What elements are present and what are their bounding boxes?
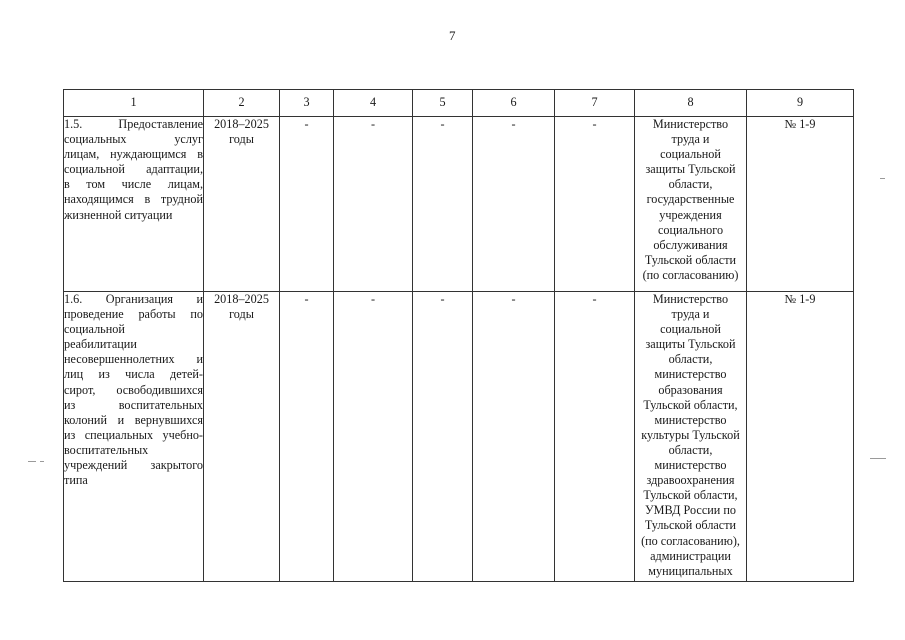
activity-line: социальной [64, 322, 125, 337]
executor-line: труда и [671, 132, 710, 147]
activity-line: воспитательных [64, 442, 149, 457]
executor-line: области, [668, 177, 713, 192]
col-header-6: 6 [473, 90, 555, 117]
executor-line: министерство [654, 458, 727, 473]
activity-line: лицам, нуждающимся в [64, 147, 203, 162]
executor-line: (по согласованию), [641, 533, 740, 548]
indicator-cell: № 1-9 [747, 117, 854, 292]
activity-line: несовершеннолетних и [64, 352, 203, 367]
activity-cell [64, 292, 204, 582]
value-cell-6: - [473, 117, 555, 292]
executor-line: защиты Тульской [645, 162, 736, 177]
col-header-9: 9 [747, 90, 854, 117]
value-cell-4: - [334, 292, 413, 582]
activity-cell [64, 117, 204, 292]
table-row [64, 117, 854, 292]
col-header-7: 7 [555, 90, 635, 117]
activity-line: колоний и вернувшихся [64, 412, 203, 427]
plan-table [63, 89, 854, 582]
activity-line: социальной адаптации, [64, 162, 203, 177]
activity-line: 1.6. Организация и [64, 292, 203, 306]
value-cell-5: - [413, 117, 473, 292]
col-header-1: 1 [64, 90, 204, 117]
executors-cell [635, 117, 747, 292]
executor-line: Тульской области, [643, 488, 738, 503]
executor-line: социальной [660, 322, 721, 337]
executor-line: здравоохранения [646, 473, 735, 488]
executor-line: социального [657, 222, 724, 237]
executors-cell [635, 292, 747, 582]
period-cell: 2018–2025 годы [204, 292, 280, 582]
value-cell-7: - [555, 117, 635, 292]
activity-line: из специальных учебно- [64, 427, 203, 442]
activity-line: учреждений закрытого [64, 458, 203, 473]
activity-line: проведение работы по [64, 307, 203, 322]
executor-line: администрации [650, 548, 731, 563]
executor-line: Тульской области, [643, 397, 738, 412]
page-number: 7 [449, 28, 456, 43]
value-cell-3: - [280, 117, 334, 292]
scan-artifact [40, 461, 44, 462]
col-header-5: 5 [413, 90, 473, 117]
executor-line: области, [668, 442, 713, 457]
scan-artifact [28, 461, 36, 462]
value-cell-5: - [413, 292, 473, 582]
executor-line: Министерство [652, 292, 729, 306]
executor-line: Тульской области [644, 518, 737, 533]
executor-line: обслуживания [653, 237, 728, 252]
activity-line: 1.5. Предоставление социальных услуг [64, 117, 203, 147]
activity-line: в том числе лицам, [64, 177, 203, 192]
activity-line: реабилитации [64, 337, 137, 352]
period-cell: 2018–2025 годы [204, 117, 280, 292]
header-row [64, 90, 854, 117]
col-header-4: 4 [334, 90, 413, 117]
activity-line: из воспитательных [64, 397, 203, 412]
executor-line: государственные [646, 192, 735, 207]
executor-line: культуры Тульской [641, 427, 740, 442]
activity-line: сирот, освободившихся [64, 382, 203, 397]
table-row [64, 292, 854, 582]
activity-line: находящимся в трудной [64, 192, 203, 207]
scan-artifact [880, 178, 885, 179]
col-header-8: 8 [635, 90, 747, 117]
executor-line: Тульской области [644, 252, 737, 267]
activity-line: типа [64, 473, 88, 488]
executor-line: труда и [671, 307, 710, 322]
executor-line: УМВД России по [645, 503, 736, 518]
executor-line: министерство [654, 367, 727, 382]
value-cell-3: - [280, 292, 334, 582]
executor-line: образования [658, 382, 723, 397]
col-header-3: 3 [280, 90, 334, 117]
value-cell-7: - [555, 292, 635, 582]
scan-artifact [870, 458, 886, 459]
executor-line: социальной [660, 147, 721, 162]
activity-line: лиц из числа детей- [64, 367, 203, 382]
value-cell-6: - [473, 292, 555, 582]
activity-line: жизненной ситуации [64, 207, 173, 222]
executor-line: защиты Тульской [645, 337, 736, 352]
executor-line: Министерство [652, 117, 729, 131]
value-cell-4: - [334, 117, 413, 292]
executor-line: области, [668, 352, 713, 367]
executor-line: учреждения [659, 207, 722, 222]
col-header-2: 2 [204, 90, 280, 117]
executor-line: министерство [654, 412, 727, 427]
indicator-cell: № 1-9 [747, 292, 854, 582]
executor-line: муниципальных [648, 563, 733, 578]
executor-line: (по согласованию) [642, 267, 739, 282]
